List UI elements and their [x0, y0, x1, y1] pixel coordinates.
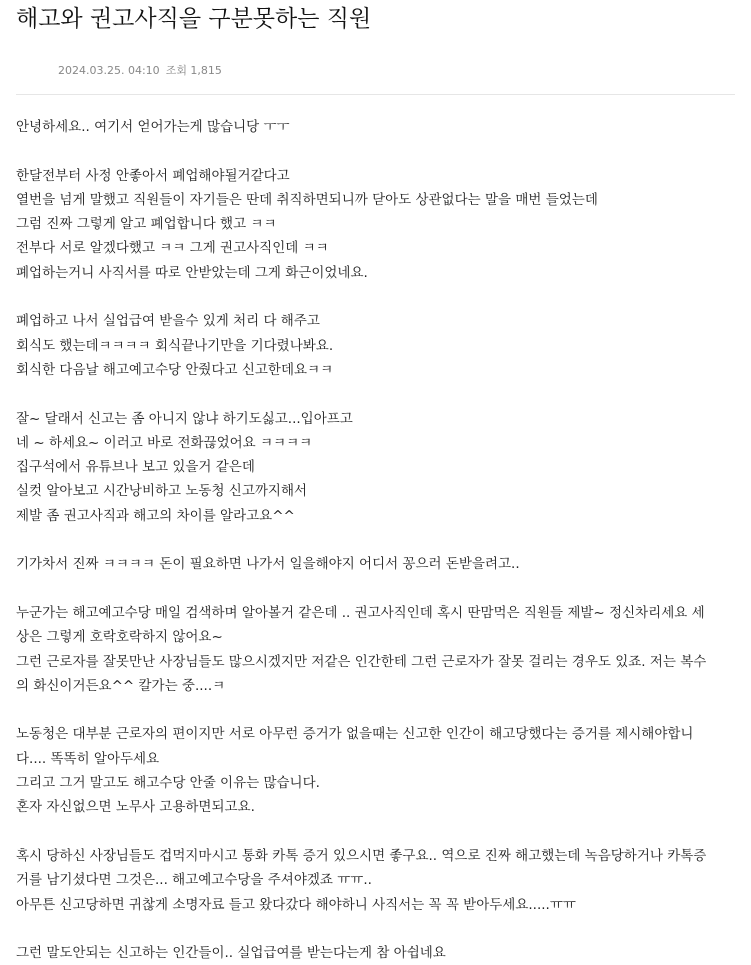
body-line: 아무튼 신고당하면 귀찮게 소명자료 들고 왔다갔다 해야하니 사직서는 꼭 꼭 받아두세요.....ㅠㅠ — [16, 896, 576, 913]
blank-line — [16, 820, 736, 844]
body-line: 안녕하세요.. 여기서 얻어가는게 많습니당 ㅜㅜ — [16, 119, 290, 135]
post-date: 2024.03.25. 04:10 — [58, 64, 160, 77]
blank-line — [16, 577, 736, 601]
blank-line — [16, 528, 736, 552]
post-body — [16, 115, 736, 965]
body-line: 폐업하고 나서 실업급여 받을수 있게 처리 다 해주고 — [16, 313, 320, 330]
body-line: 회식한 다음날 해고예고수당 안줬다고 신고한데요ㅋㅋ — [16, 361, 334, 378]
body-line: 상은 그렇게 호락호락하지 않어요~ — [16, 629, 223, 646]
body-line: 거를 남기셨다면 그것은... 해고예고수당을 주셔야겠죠 ㅠㅠ.. — [16, 872, 372, 889]
body-line: 그런 근로자를 잘못만난 사장님들도 많으시겠지만 저같은 인간한테 그런 근로자가 잘못 걸리는 경우도 있죠. 저는 복수 — [16, 653, 707, 670]
body-line: 기가차서 진짜 ㅋㅋㅋㅋ 돈이 필요하면 나가서 일을해야지 어디서 꽁으러 돈받을려고.. — [16, 556, 520, 573]
view-count: 조회 1,815 — [165, 64, 222, 77]
body-line: 전부다 서로 알겠다했고 ㅋㅋ 그게 권고사직인데 ㅋㅋ — [16, 240, 329, 257]
body-line: 그리고 그거 말고도 해고수당 안줄 이유는 많습니다. — [16, 775, 320, 792]
body-line: 혼자 자신없으면 노무사 고용하면되고요. — [16, 799, 255, 816]
blank-line — [16, 698, 736, 722]
body-line: 네 ~ 하세요~ 이러고 바로 전화끊었어요 ㅋㅋㅋㅋ — [16, 434, 313, 451]
post-title: 해고와 권고사직을 구분못하는 직원 — [16, 6, 372, 32]
body-line: 실컷 알아보고 시간낭비하고 노동청 신고까지해서 — [16, 483, 308, 500]
body-line: 폐업하는거니 사직서를 따로 안받았는데 그게 화근이었네요. — [16, 264, 368, 281]
body-line: 노동청은 대부분 근로자의 편이지만 서로 아무런 증거가 없을때는 신고한 인간이 해고당했다는 증거를 제시해야합니 — [16, 726, 694, 743]
body-line: 회식도 했는데ㅋㅋㅋㅋ 회식끝나기만을 기다렸나봐요. — [16, 337, 334, 354]
blank-line — [16, 139, 736, 163]
body-line: 그런 말도안되는 신고하는 인간들이.. 실업급여를 받는다는게 참 아쉽네요 — [16, 945, 446, 962]
body-line: 누군가는 해고예고수당 매일 검색하며 알아볼거 같은데 .. 권고사직인데 혹시 딴맘먹은 직원들 제발~ 정신차리세요 세 — [16, 604, 705, 621]
body-line: 집구석에서 유튜브나 보고 있을거 같은데 — [16, 459, 255, 476]
body-line: 한달전부터 사정 안좋아서 폐업해야될거같다고 — [16, 167, 290, 184]
blank-line — [16, 382, 736, 406]
body-line: 제발 좀 권고사직과 해고의 차이를 알라고요^^ — [16, 507, 295, 524]
blank-line — [16, 917, 736, 941]
body-line: 열번을 넘게 말했고 직원들이 자기들은 딴데 취직하면되니까 닫아도 상관없다는 말을 매번 들었는데 — [16, 191, 598, 208]
body-line: 잘~ 달래서 신고는 좀 아니지 않냐 하기도싫고...입아프고 — [16, 410, 353, 427]
body-line: 다.... 똑똑히 알아두세요 — [16, 750, 160, 767]
body-line: 의 화신이거든요^^ 칼가는 중....ㅋ — [16, 677, 226, 694]
body-line: 그럼 진짜 그렇게 알고 폐업합니다 했고 ㅋㅋ — [16, 216, 277, 233]
body-line: 혹시 당하신 사장님들도 겁먹지마시고 통화 카톡 증거 있으시면 좋구요.. 역으로 진짜 해고했는데 녹음당하거나 카톡증 — [16, 847, 707, 864]
post-meta — [58, 64, 222, 78]
header-divider — [16, 94, 735, 95]
blank-line — [16, 285, 736, 309]
